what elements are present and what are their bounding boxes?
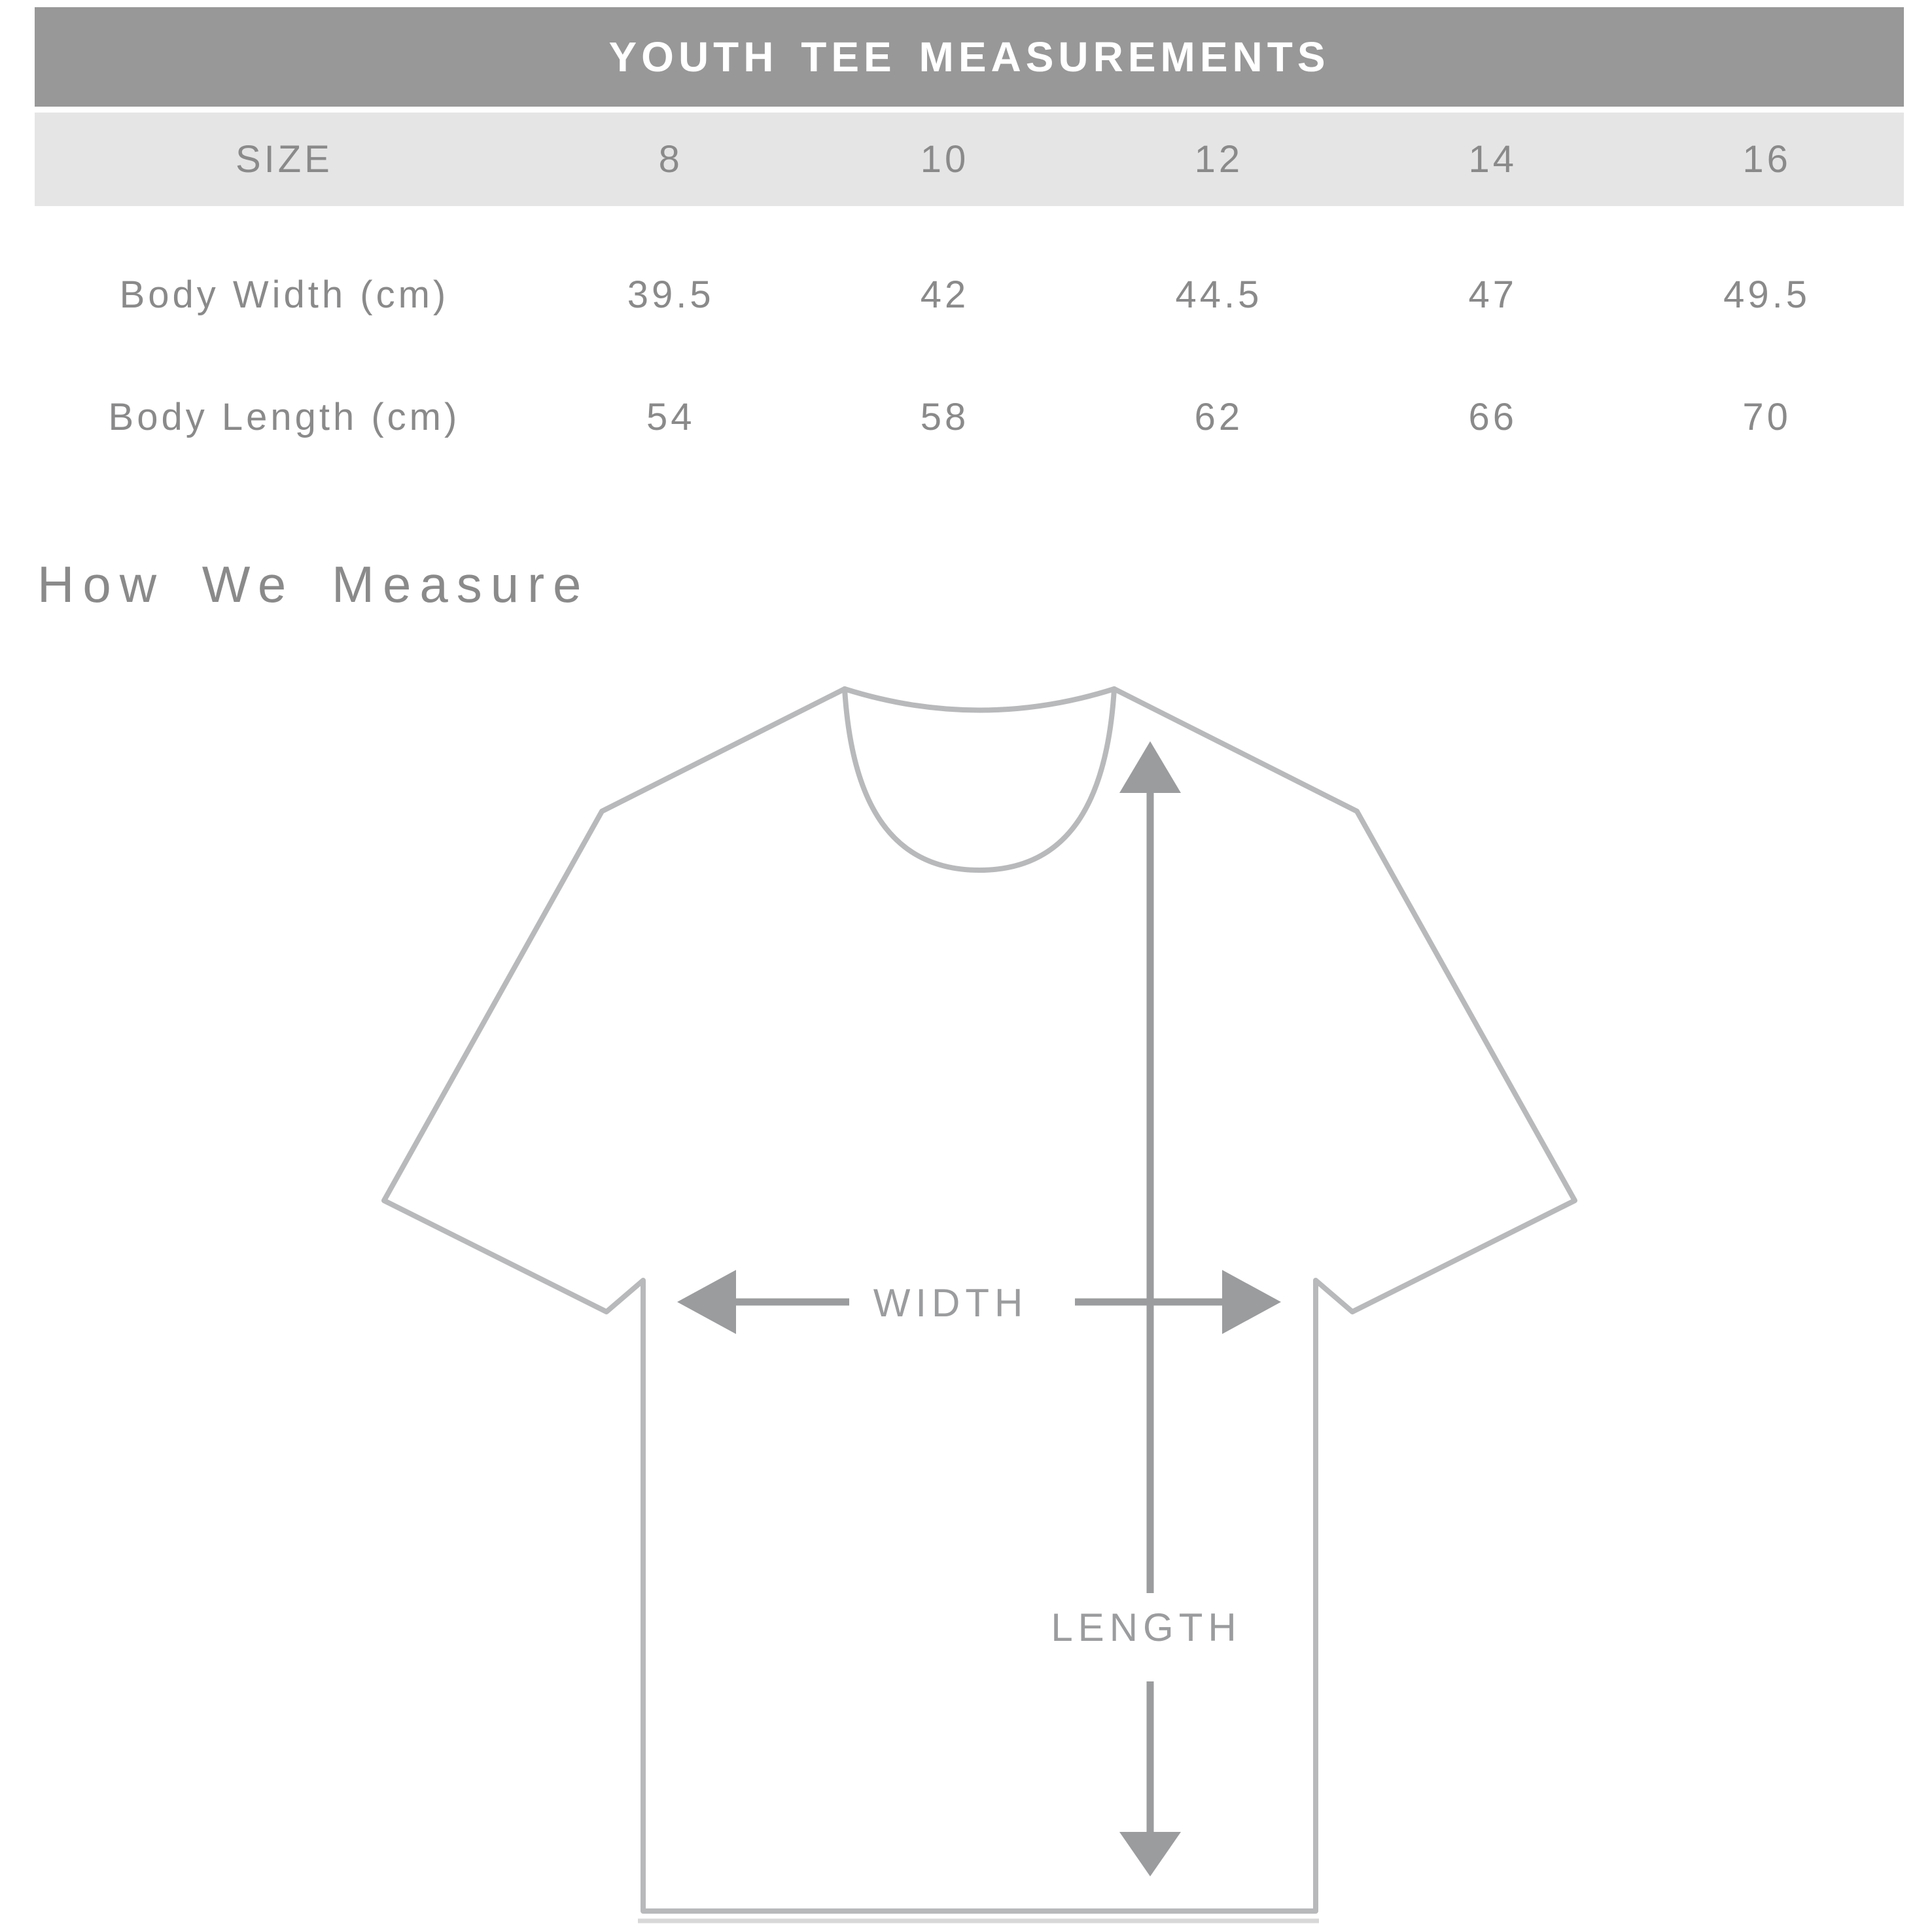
body-length-size-12: 62 — [1194, 395, 1244, 438]
row-label: Body Length (cm) — [108, 395, 461, 438]
arrowhead-up-icon — [1119, 741, 1181, 793]
length-label: LENGTH — [1051, 1606, 1242, 1649]
body-length-size-16: 70 — [1742, 395, 1791, 438]
body-length-row — [35, 374, 1904, 459]
table-header-bar — [35, 7, 1904, 107]
size-col-16: 16 — [1742, 138, 1791, 181]
collar-back-arc — [845, 689, 1114, 711]
section-heading: How We Measure — [37, 555, 590, 613]
row-label: Body Width (cm) — [119, 273, 449, 316]
length-arrow — [1051, 741, 1241, 1876]
size-col-10: 10 — [920, 138, 970, 181]
body-length-size-10: 58 — [920, 395, 970, 438]
size-row-label: SIZE — [235, 138, 333, 181]
body-width-row — [35, 252, 1904, 337]
body-width-size-12: 44.5 — [1175, 273, 1263, 316]
body-length-size-14: 66 — [1468, 395, 1517, 438]
body-width-size-10: 42 — [920, 273, 970, 316]
collar-front-scoop — [845, 689, 1114, 870]
size-col-14: 14 — [1468, 138, 1517, 181]
body-width-size-16: 49.5 — [1723, 273, 1811, 316]
body-width-size-8: 39.5 — [627, 273, 714, 316]
body-width-size-14: 47 — [1468, 273, 1517, 316]
arrowhead-down-icon — [1119, 1832, 1181, 1876]
tshirt-measurement-diagram — [327, 667, 1642, 1927]
size-col-8: 8 — [658, 138, 683, 181]
width-arrow — [677, 1270, 1281, 1334]
width-label: WIDTH — [873, 1281, 1028, 1325]
size-header-row — [35, 113, 1904, 206]
body-length-size-8: 54 — [646, 395, 695, 438]
table-title: YOUTH TEE MEASUREMENTS — [608, 33, 1330, 80]
arrowhead-left-icon — [677, 1270, 736, 1334]
arrowhead-right-icon — [1222, 1270, 1281, 1334]
size-col-12: 12 — [1194, 138, 1244, 181]
